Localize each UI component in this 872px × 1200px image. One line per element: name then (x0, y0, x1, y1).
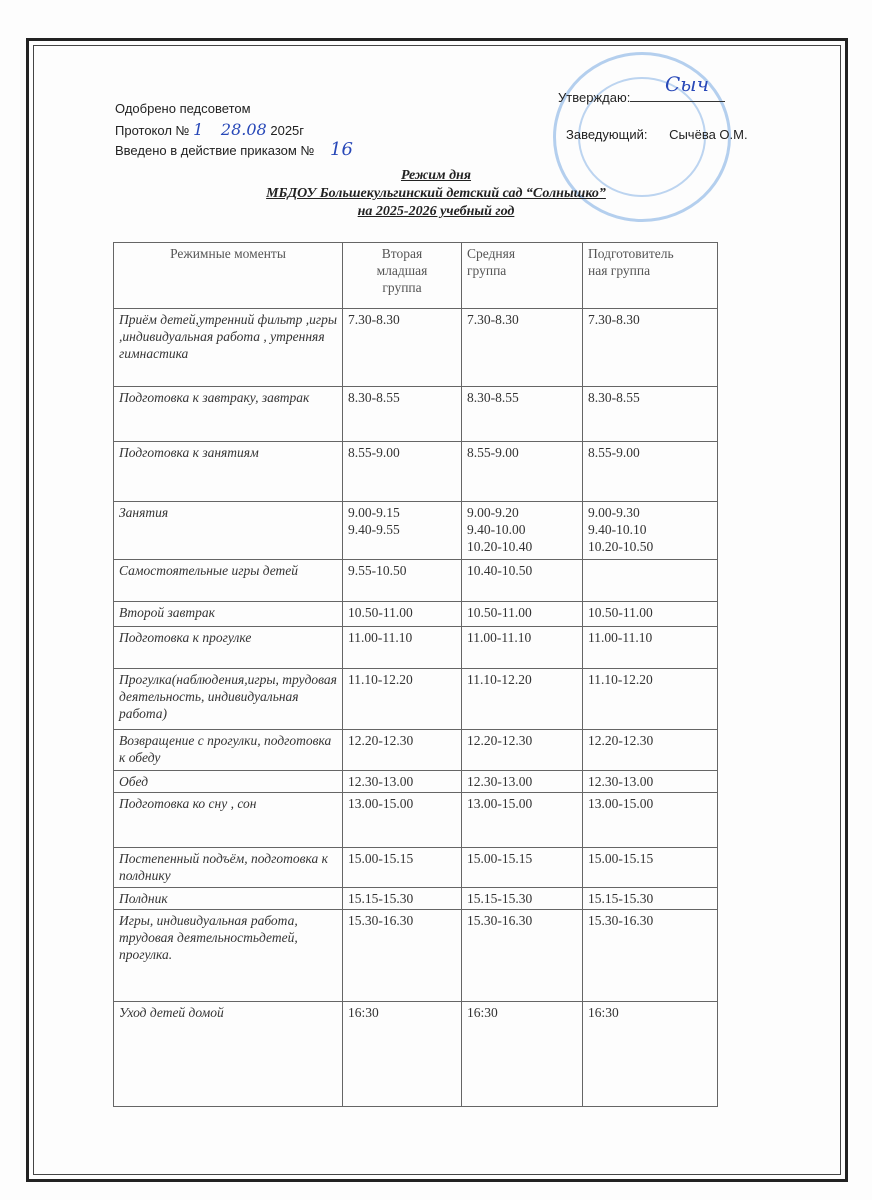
table-row (114, 910, 718, 1002)
cell-time-g3: 7.30-8.30 (583, 309, 718, 387)
table-row (114, 560, 718, 602)
table-row (114, 793, 718, 848)
header-moments: Режимные моменты (114, 243, 343, 309)
cell-moment: Уход детей домой (114, 1002, 343, 1107)
table-row (114, 387, 718, 442)
protocol-line (115, 120, 304, 139)
table-row (114, 730, 718, 771)
cell-time-g3: 13.00-15.00 (583, 793, 718, 848)
cell-moment: Полдник (114, 888, 343, 910)
order-number: 16 (330, 139, 353, 160)
cell-time-g2: 8.30-8.55 (462, 387, 583, 442)
cell-time-g1: 15.15-15.30 (343, 888, 462, 910)
table-row (114, 502, 718, 560)
cell-time-g1: 16:30 (343, 1002, 462, 1107)
cell-moment: Самостоятельные игры детей (114, 560, 343, 602)
cell-moment: Подготовка к занятиям (114, 442, 343, 502)
cell-time-g2: 8.55-9.00 (462, 442, 583, 502)
cell-moment: Занятия (114, 502, 343, 560)
cell-moment: Второй завтрак (114, 602, 343, 627)
cell-time-g1: 7.30-8.30 (343, 309, 462, 387)
cell-time-g1: 12.20-12.30 (343, 730, 462, 771)
doc-subtitle: МБДОУ Большекульгинский детский сад “Солнышко” (266, 186, 606, 201)
head-label: Заведующий: (566, 127, 648, 142)
cell-time-g2: 9.00-9.20 9.40-10.00 10.20-10.40 (462, 502, 583, 560)
cell-time-g2: 15.15-15.30 (462, 888, 583, 910)
table-row (114, 309, 718, 387)
protocol-label: Протокол № (115, 123, 190, 138)
cell-moment: Приём детей,утренний фильтр ,игры ,индивидуальная работа , утренняя гимнастика (114, 309, 343, 387)
doc-title: Режим дня (400, 168, 472, 183)
cell-moment: Обед (114, 771, 343, 793)
protocol-number: 1 (193, 120, 204, 139)
cell-time-g1: 11.00-11.10 (343, 627, 462, 669)
cell-time-g2: 15.30-16.30 (462, 910, 583, 1002)
cell-moment: Игры, индивидуальная работа, трудовая деятельностьдетей, прогулка. (114, 910, 343, 1002)
signature: Сыч (665, 72, 710, 96)
cell-time-g2: 7.30-8.30 (462, 309, 583, 387)
cell-time-g3: 12.30-13.00 (583, 771, 718, 793)
cell-time-g3: 15.30-16.30 (583, 910, 718, 1002)
table-row (114, 669, 718, 730)
cell-time-g1: 8.30-8.55 (343, 387, 462, 442)
header-group-younger: Вторая младшая группа (343, 243, 462, 309)
table-row (114, 1002, 718, 1107)
doc-year: на 2025-2026 учебный год (357, 204, 515, 219)
table-row (114, 771, 718, 793)
protocol-year: 2025г (270, 123, 305, 138)
table-row (114, 888, 718, 910)
cell-time-g2: 10.40-10.50 (462, 560, 583, 602)
cell-time-g3: 15.00-15.15 (583, 848, 718, 888)
cell-time-g2: 11.10-12.20 (462, 669, 583, 730)
cell-time-g2: 12.20-12.30 (462, 730, 583, 771)
cell-moment: Возвращение с прогулки, подготовка к обеду (114, 730, 343, 771)
cell-moment: Подготовка к прогулке (114, 627, 343, 669)
cell-time-g1: 9.00-9.15 9.40-9.55 (343, 502, 462, 560)
cell-time-g1: 8.55-9.00 (343, 442, 462, 502)
cell-time-g2: 10.50-11.00 (462, 602, 583, 627)
header-group-prep: Подготовитель ная группа (583, 243, 718, 309)
cell-time-g3: 11.10-12.20 (583, 669, 718, 730)
cell-time-g1: 12.30-13.00 (343, 771, 462, 793)
cell-time-g2: 13.00-15.00 (462, 793, 583, 848)
header-group-middle: Средняя группа (462, 243, 583, 309)
table-row (114, 442, 718, 502)
table-header (114, 243, 718, 309)
cell-time-g3 (583, 560, 718, 602)
cell-time-g1: 11.10-12.20 (343, 669, 462, 730)
cell-time-g2: 16:30 (462, 1002, 583, 1107)
approved-text: Одобрено педсоветом (115, 101, 251, 116)
cell-time-g3: 10.50-11.00 (583, 602, 718, 627)
cell-moment: Подготовка к завтраку, завтрак (114, 387, 343, 442)
cell-time-g3: 9.00-9.30 9.40-10.10 10.20-10.50 (583, 502, 718, 560)
cell-time-g2: 11.00-11.10 (462, 627, 583, 669)
table-row (114, 602, 718, 627)
cell-time-g1: 15.30-16.30 (343, 910, 462, 1002)
protocol-date: 28.08 (220, 120, 267, 139)
cell-moment: Прогулка(наблюдения,игры, трудовая деятельность, индивидуальная работа) (114, 669, 343, 730)
cell-time-g1: 13.00-15.00 (343, 793, 462, 848)
cell-time-g3: 8.55-9.00 (583, 442, 718, 502)
cell-time-g3: 12.20-12.30 (583, 730, 718, 771)
cell-time-g1: 15.00-15.15 (343, 848, 462, 888)
cell-moment: Постепенный подъём, подготовка к полднику (114, 848, 343, 888)
cell-time-g2: 15.00-15.15 (462, 848, 583, 888)
cell-time-g2: 12.30-13.00 (462, 771, 583, 793)
order-line (115, 139, 353, 160)
cell-time-g1: 9.55-10.50 (343, 560, 462, 602)
order-label: Введено в действие приказом № (115, 143, 315, 158)
head-line (566, 127, 748, 142)
table-row (114, 627, 718, 669)
cell-time-g1: 10.50-11.00 (343, 602, 462, 627)
cell-moment: Подготовка ко сну , сон (114, 793, 343, 848)
head-name: Сычёва О.М. (669, 127, 748, 142)
cell-time-g3: 15.15-15.30 (583, 888, 718, 910)
table-row (114, 848, 718, 888)
approve-label: Утверждаю: (558, 90, 631, 105)
cell-time-g3: 11.00-11.10 (583, 627, 718, 669)
cell-time-g3: 8.30-8.55 (583, 387, 718, 442)
schedule-table (113, 242, 718, 1107)
cell-time-g3: 16:30 (583, 1002, 718, 1107)
